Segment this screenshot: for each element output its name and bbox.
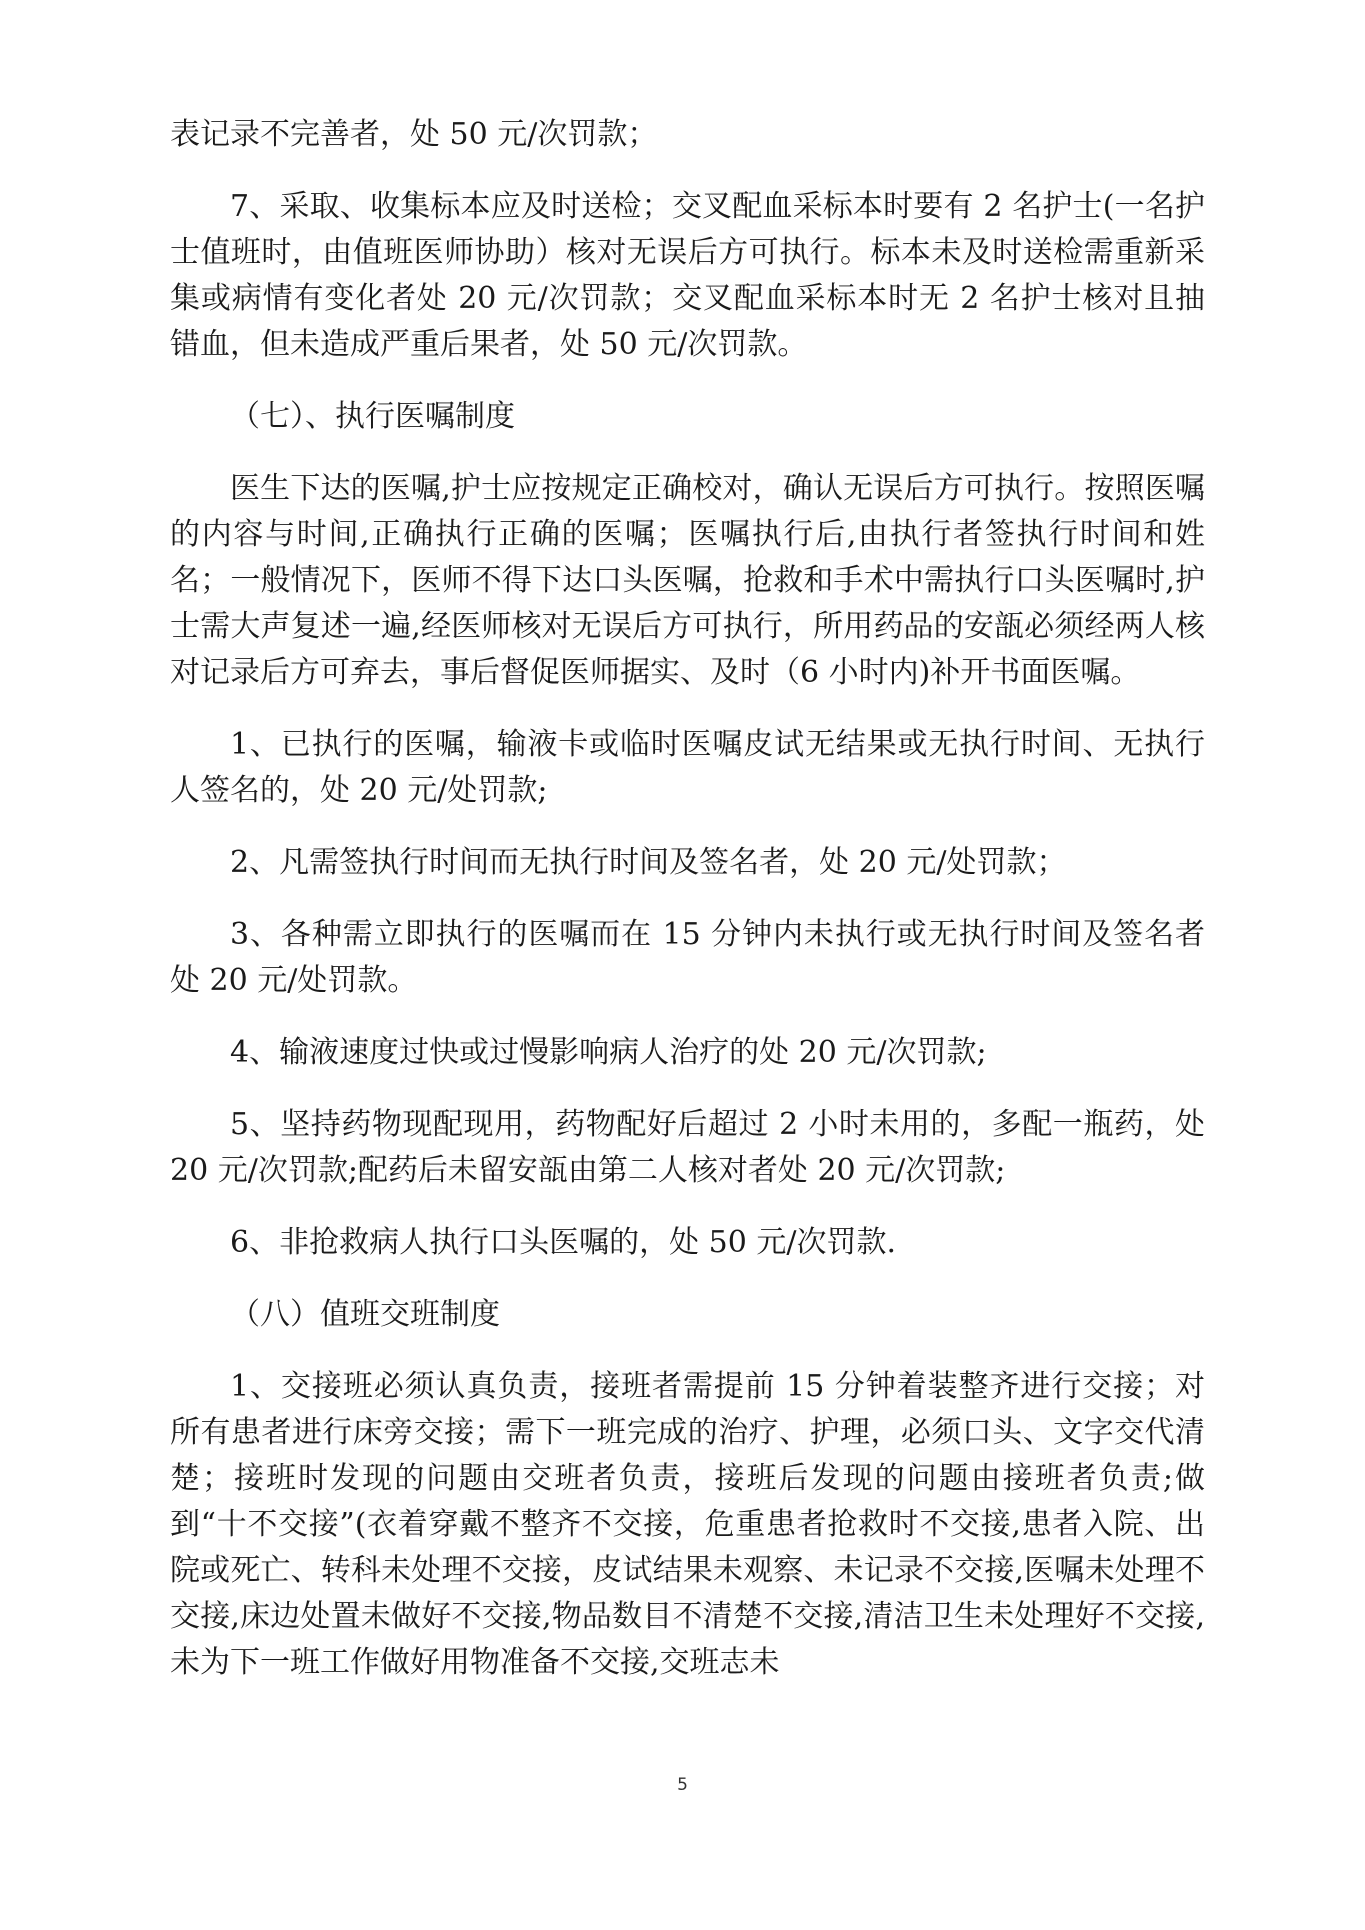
section-heading-7: （七）、执行医嘱制度 [230, 399, 515, 434]
paragraph-item-5: 5、坚持药物现配现用，药物配好后超过 2 小时未用的，多配一瓶药，处 20 元/次罚款;配药后未留安瓿由第二人核对者处 20 元/次罚款; [170, 1107, 1205, 1188]
paragraph-item-2: 2、凡需签执行时间而无执行时间及签名者，处 20 元/处罚款； [230, 845, 1067, 880]
document-page [170, 112, 1205, 1712]
paragraph-continuation: 表记录不完善者，处 50 元/次罚款； [170, 117, 658, 152]
paragraph-item-1: 1、已执行的医嘱，输液卡或临时医嘱皮试无结果或无执行时间、无执行人签名的，处 20 元/处罚款; [170, 727, 1205, 808]
paragraph-item-4: 4、输液速度过快或过慢影响病人治疗的处 20 元/次罚款; [230, 1035, 987, 1070]
paragraph-item-6: 6、非抢救病人执行口头医嘱的，处 50 元/次罚款. [230, 1225, 896, 1260]
paragraph-item-3: 3、各种需立即执行的医嘱而在 15 分钟内未执行或无执行时间及签名者处 20 元/处罚款。 [170, 917, 1205, 998]
paragraph-item-7: 7、采取、收集标本应及时送检；交叉配血采标本时要有 2 名护士(一名护士值班时，由值班医师协助）核对无误后方可执行。标本未及时送检需重新采集或病情有变化者处 20 元/次罚款；交叉配血采标本时无 2 名护士核对且抽错血，但未造成严重后果者，处 50 元/次罚款。 [170, 189, 1205, 362]
page-number: 5 [677, 1775, 688, 1795]
paragraph-handover-1: 1、交接班必须认真负责，接班者需提前 15 分钟着装整齐进行交接；对所有患者进行床旁交接；需下一班完成的治疗、护理，必须口头、文字交代清楚；接班时发现的问题由交班者负责，接班后发现的问题由接班者负责;做到“十不交接”(衣着穿戴不整齐不交接，危重患者抢救时不交接,患者入院、出院或死亡、转科未处理不交接，皮试结果未观察、未记录不交接,医嘱未处理不交接,床边处置未做好不交接,物品数目不清楚不交接,清洁卫生未处理好不交接,未为下一班工作做好用物准备不交接,交班志未 [170, 1369, 1205, 1680]
section-heading-8: （八）值班交班制度 [230, 1297, 500, 1332]
paragraph-intro-7: 医生下达的医嘱,护士应按规定正确校对，确认无误后方可执行。按照医嘱的内容与时间,正确执行正确的医嘱；医嘱执行后,由执行者签执行时间和姓名；一般情况下，医师不得下达口头医嘱，抢救和手术中需执行口头医嘱时,护士需大声复述一遍,经医师核对无误后方可执行，所用药品的安瓿必须经两人核对记录后方可弃去，事后督促医师据实、及时（6 小时内)补开书面医嘱。 [170, 471, 1205, 690]
